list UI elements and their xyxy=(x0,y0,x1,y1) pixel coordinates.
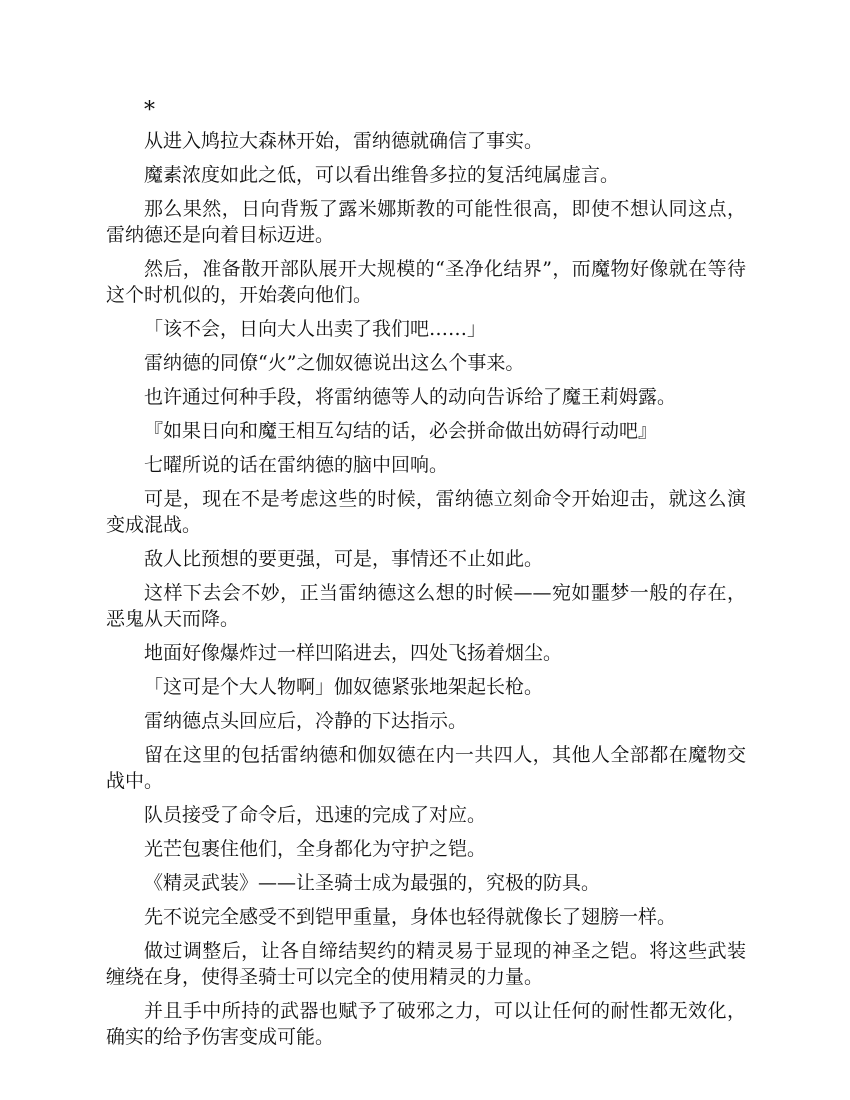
paragraph: 先不说完全感受不到铠甲重量，身体也轻得就像长了翅膀一样。 xyxy=(144,906,677,928)
paragraph: 光芒包裹住他们，全身都化为守护之铠。 xyxy=(144,838,487,860)
paragraph: 「这可是个大人物啊」伽奴德紧张地架起长枪。 xyxy=(144,676,544,698)
paragraph: 雷纳德点头回应后，冷静的下达指示。 xyxy=(144,710,468,732)
paragraph: 敌人比预想的要更强，可是，事情还不止如此。 xyxy=(144,548,544,570)
body-text xyxy=(106,98,746,1058)
section-separator: * xyxy=(144,98,155,123)
paragraph: 做过调整后，让各自缔结契约的精灵易于显现的神圣之铠。将这些武装缠绕在身，使得圣骑士可以完全的使用精灵的力量。 xyxy=(106,940,746,988)
paragraph: 队员接受了命令后，迅速的完成了对应。 xyxy=(144,804,487,826)
paragraph: 《精灵武装》——让圣骑士成为最强的，究极的防具。 xyxy=(144,872,601,894)
paragraph: 七曜所说的话在雷纳德的脑中回响。 xyxy=(144,454,449,476)
paragraph: 地面好像爆炸过一样凹陷进去，四处飞扬着烟尘。 xyxy=(144,642,563,664)
paragraph: 『如果日向和魔王相互勾结的话，必会拼命做出妨碍行动吧』 xyxy=(144,420,658,442)
paragraph: 魔素浓度如此之低，可以看出维鲁多拉的复活纯属虚言。 xyxy=(144,164,620,186)
paragraph: 「该不会，日向大人出卖了我们吧……」 xyxy=(144,318,487,340)
paragraph: 这样下去会不妙，正当雷纳德这么想的时候——宛如噩梦一般的存在，恶鬼从天而降。 xyxy=(106,582,746,630)
paragraph: 并且手中所持的武器也赋予了破邪之力，可以让任何的耐性都无效化，确实的给予伤害变成可能。 xyxy=(106,1000,746,1048)
paragraph: 然后，准备散开部队展开大规模的“圣净化结界”，而魔物好像就在等待这个时机似的，开始袭向他们。 xyxy=(106,258,746,306)
paragraph: 从进入鸠拉大森林开始，雷纳德就确信了事实。 xyxy=(144,130,544,152)
paragraph: 也许通过何种手段，将雷纳德等人的动向告诉给了魔王莉姆露。 xyxy=(144,386,677,408)
paragraph: 那么果然，日向背叛了露米娜斯教的可能性很高，即使不想认同这点，雷纳德还是向着目标迈进。 xyxy=(106,198,746,246)
paragraph: 可是，现在不是考虑这些的时候，雷纳德立刻命令开始迎击，就这么演变成混战。 xyxy=(106,488,746,536)
paragraph: 留在这里的包括雷纳德和伽奴德在内一共四人，其他人全部都在魔物交战中。 xyxy=(106,744,746,792)
paragraph: 雷纳德的同僚“火”之伽奴德说出这么个事来。 xyxy=(144,352,525,374)
